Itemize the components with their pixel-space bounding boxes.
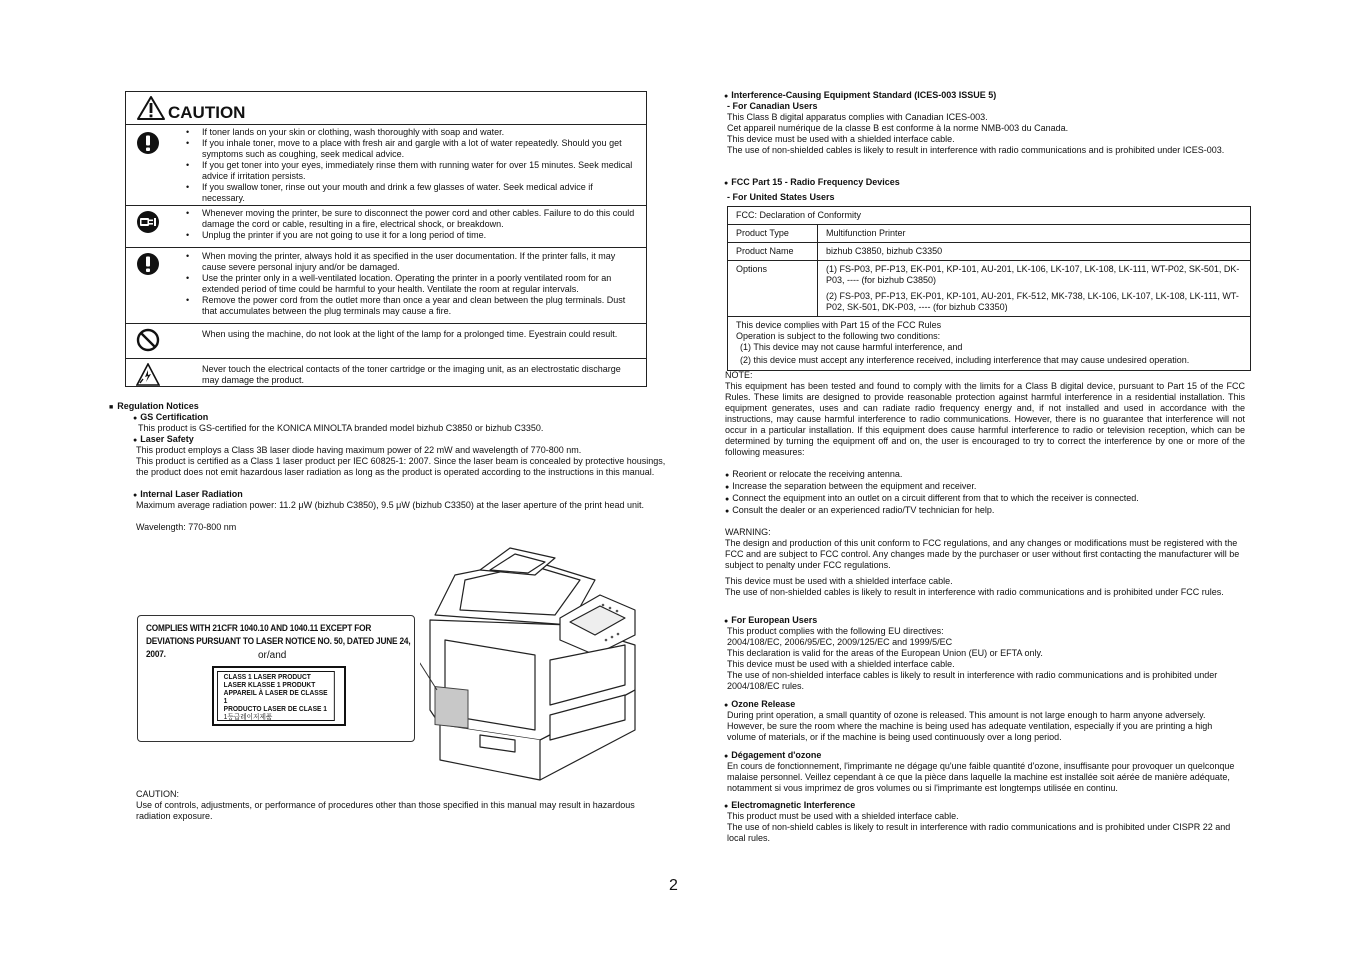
internal-text: Maximum average radiation power: 11.2 μW (bizhub C3850), 9.5 μW (bizhub C3350) at the laser aperture of the print head unit. xyxy=(136,500,644,510)
class1-label-text xyxy=(217,671,335,721)
caution-item: • If toner lands on your skin or clothing, wash thoroughly with soap and water. xyxy=(202,127,646,138)
fcc-declaration-table xyxy=(727,206,1251,371)
table-cell: Product Name xyxy=(728,243,818,261)
printer-illustration xyxy=(420,540,670,790)
class1-laser-label xyxy=(212,666,346,726)
list-item: ● Increase the separation between the equipment and receiver. xyxy=(725,481,1245,493)
warning-line: The use of non-shielded cables is likely to result in interference with radio communications and is prohibited under FCC rules. xyxy=(725,587,1224,597)
degagement-text: En cours de fonctionnement, l'imprimante ne dégage qu'une faible quantité d'ozone, insuffisante pour provoquer un quelconque malaise personnel. Veillez cependant à ce que la pièce dans laquelle la machine est installée soit aérée de manière adéquate, notamment si vous imprimez de gros volumes ou si l'imprimante est longtemps utilisée en continu. xyxy=(727,761,1235,793)
caution-item: • Unplug the printer if you are not going to use it for a long period of time. xyxy=(202,230,646,241)
exclamation-icon xyxy=(136,252,160,276)
page-number: 2 xyxy=(669,877,678,894)
laser-text: This product employs a Class 3B laser diode having maximum power of 22 mW and wavelength of 770-800 nm. xyxy=(136,445,582,455)
caution-item: • When moving the printer, always hold it as specified in the user documentation. If the printer falls, it may cause severe personal injury and/or be damaged. xyxy=(202,251,646,273)
eu-text xyxy=(727,626,1237,692)
caution-note-title: CAUTION: xyxy=(136,789,180,799)
class-line: PRODUCTO LASER DE CLASE 1 xyxy=(223,706,327,713)
electrostatic-icon xyxy=(136,363,160,387)
regulation-heading: ■ Regulation Notices xyxy=(109,401,199,413)
eu-line: This device must be used with a shielded interface cable. xyxy=(727,659,955,669)
caution-title: CAUTION xyxy=(168,103,246,122)
class-line: 1등급레이저제품 xyxy=(223,714,273,721)
comply-text: (2) this device must accept any interference received, including interference that may cause undesired operation. xyxy=(740,355,1190,365)
gs-text: This product is GS-certified for the KONICA MINOLTA branded model bizhub C3850 or bizhub C3350. xyxy=(138,423,544,433)
table-cell xyxy=(818,261,1251,317)
gs-heading: ● GS Certification xyxy=(133,412,208,424)
caution-header xyxy=(126,92,646,125)
comply-line: COMPLIES WITH 21CFR 1040.10 AND 1040.11 EXCEPT FOR xyxy=(146,623,372,633)
caution-row-toner xyxy=(126,125,646,206)
class-line: LASER KLASSE 1 PRODUKT xyxy=(223,682,316,689)
warning-title: WARNING: xyxy=(725,527,771,537)
caution-note-text: Use of controls, adjustments, or performance of procedures other than those specified in this manual may result in hazardous radiation exposure. xyxy=(136,800,635,821)
comply-line: DEVIATIONS PURSUANT TO LASER NOTICE NO. 50, DATED JUNE 24, 2007. xyxy=(146,636,411,659)
caution-row-handling xyxy=(126,248,646,324)
eu-line: 2004/108/EC, 2006/95/EC, 2009/125/EC and 1999/5/EC xyxy=(727,637,953,647)
caution-list xyxy=(126,125,646,204)
caution-item: • If you inhale toner, move to a place with fresh air and gargle with a lot of water repeatedly. Should you get symptoms such as coughing, seek medical advice. xyxy=(202,138,646,160)
caution-item: • If you swallow toner, rinse out your mouth and drink a few glasses of water. Seek medical advice if necessary. xyxy=(202,182,646,204)
orand-text: or/and xyxy=(258,650,287,661)
list-item: ● Consult the dealer or an experienced radio/TV technician for help. xyxy=(725,505,1245,517)
note-text: This equipment has been tested and found to comply with the limits for a Class B digital device, pursuant to Part 15 of the FCC Rules. These limits are designed to provide reasonable protection against harmful interference in a residential installation. This equipment generates, uses and can radiate radio frequency energy and, if not installed and used in accordance with the instructions, may cause harmful interference to radio communications. However, there is no guarantee that interference will not occur in a particular installation. If this equipment does cause harmful interference to radio or television reception, which can be determined by turning the equipment off and on, the user is encouraged to try to correct the interference by one or more of the following measures: xyxy=(725,381,1245,457)
comply-text: This device complies with Part 15 of the FCC Rules xyxy=(736,320,942,330)
ices-sub: - For Canadian Users xyxy=(727,101,818,111)
note-measures xyxy=(725,469,1245,517)
caution-list xyxy=(126,206,646,241)
eu-line: This declaration is valid for the areas of the European Union (EU) or EFTA only. xyxy=(727,648,1043,658)
caution-item: • Remove the power cord from the outlet more than once a year and clean between the plug terminals. Dust that accumulates between the plug terminals may cause a fire. xyxy=(202,295,646,317)
caution-row-lamp xyxy=(126,324,646,359)
eu-line: The use of non-shielded interface cables is likely to result in interference with radio communications and is prohibited under 2004/108/EC rules. xyxy=(727,670,1218,691)
ices-heading: ● Interference-Causing Equipment Standard (ICES-003 ISSUE 5) xyxy=(724,90,996,102)
caution-text: Never touch the electrical contacts of the toner cartridge or the imaging unit, as an electrostatic discharge may damage the product. xyxy=(202,364,621,385)
caution-item: • If you get toner into your eyes, immediately rinse them with running water for over 15 minutes. Seek medical advice if irritation persists. xyxy=(202,160,646,182)
ices-line: Cet appareil numérique de la classe B est conforme à la norme NMB-003 du Canada. xyxy=(727,123,1069,133)
prohibited-icon xyxy=(136,328,160,352)
table-row xyxy=(728,261,1251,317)
caution-list xyxy=(126,248,646,317)
table-cell xyxy=(728,317,1251,371)
note-title: NOTE: xyxy=(725,370,753,380)
warning-text: The design and production of this unit conform to FCC regulations, and any changes or modifications must be registered with the FCC and are subject to FCC control. Any changes made by the purchaser or user without first contacting the manufacturer will be subject to penalty under FCC regulations. xyxy=(725,538,1240,570)
caution-item: • Use the printer only in a well-ventilated location. Operating the printer in a poorly ventilated room for an extended period of time could be harmful to your health. Ventilate the room at regular intervals. xyxy=(202,273,646,295)
comply-text: Operation is subject to the following two conditions: xyxy=(736,331,941,341)
caution-text: When using the machine, do not look at the light of the lamp for a prolonged time. Eyestrain could result. xyxy=(202,329,618,339)
eu-line: This product complies with the following EU directives: xyxy=(727,626,944,636)
ices-line: The use of non-shielded cables is likely to result in interference with radio communications and is prohibited under ICES-003. xyxy=(727,145,1225,155)
comply-text: (1) This device may not cause harmful interference, and xyxy=(740,342,963,352)
emi-heading: ● Electromagnetic Interference xyxy=(724,800,855,812)
warning-line: This device must be used with a shielded interface cable. xyxy=(725,576,953,586)
caution-row-moving xyxy=(126,206,646,248)
caution-row-electrostatic xyxy=(126,359,646,391)
class-line: CLASS 1 LASER PRODUCT xyxy=(223,674,311,681)
table-row xyxy=(728,317,1251,371)
caution-table xyxy=(125,91,647,387)
list-item: ● Reorient or relocate the receiving antenna. xyxy=(725,469,1245,481)
list-item: ● Connect the equipment into an outlet on a circuit different from that to which the receiver is connected. xyxy=(725,493,1245,505)
internal-heading: ● Internal Laser Radiation xyxy=(133,489,243,501)
table-row xyxy=(728,243,1251,261)
table-cell: Product Type xyxy=(728,225,818,243)
ices-text xyxy=(727,112,1253,156)
table-cell: Options xyxy=(728,261,818,317)
internal-text: Wavelength: 770-800 nm xyxy=(136,522,237,532)
warning-triangle-icon xyxy=(136,95,166,121)
table-row xyxy=(728,207,1251,225)
degagement-heading: ● Dégagement d'ozone xyxy=(724,750,821,762)
ozone-heading: ● Ozone Release xyxy=(724,699,795,711)
fcc-heading: ● FCC Part 15 - Radio Frequency Devices xyxy=(724,177,900,189)
laser-text: This product is certified as a Class 1 laser product per IEC 60825-1: 2007. Since the laser beam is concealed by protective housings, the product does not emit hazardous laser radiation as long as the product is operated according to the instructions in this manual. xyxy=(136,456,666,477)
fcc-sub: - For United States Users xyxy=(727,192,835,202)
emi-line: This product must be used with a shielded interface cable. xyxy=(727,811,959,821)
laser-heading: ● Laser Safety xyxy=(133,434,194,446)
options-text: (2) FS-P03, PF-P13, EK-P01, KP-101, AU-201, FK-512, MK-738, LK-106, LK-107, LK-108, LK-111, WT-P02, SK-501, DK-P03, ---- (for bizhub C3350) xyxy=(826,291,1239,312)
ozone-text: During print operation, a small quantity of ozone is released. This amount is not large enough to harm anyone adversely. However, be sure the room where the machine is being used has adequate ventilation, especially if you are printing a high volume of materials, or if the machine is being used continuously over a long period. xyxy=(727,710,1213,742)
caution-item: • Whenever moving the printer, be sure to disconnect the power cord and other cables. Failure to do this could damage the cord or cable, resulting in a fire, electrical shock, or breakdown. xyxy=(202,208,646,230)
class-line: APPAREIL À LASER DE CLASSE 1 xyxy=(223,690,328,705)
table-title: FCC: Declaration of Conformity xyxy=(728,207,1251,225)
ices-line: This device must be used with a shielded interface cable. xyxy=(727,134,955,144)
ices-line: This Class B digital apparatus complies with Canadian ICES-003. xyxy=(727,112,988,122)
options-text: (1) FS-P03, PF-P13, EK-P01, KP-101, AU-201, LK-106, LK-107, LK-108, LK-111, WT-P02, SK-501, DK-P03, ---- (for bizhub C3850) xyxy=(826,264,1240,285)
laser-label-box xyxy=(137,615,415,742)
eu-heading: ● For European Users xyxy=(724,615,817,627)
table-cell: bizhub C3850, bizhub C3350 xyxy=(818,243,1251,261)
table-cell: Multifunction Printer xyxy=(818,225,1251,243)
emi-line: The use of non-shield cables is likely to result in interference with radio communications and is prohibited under CISPR 22 and local rules. xyxy=(727,822,1231,843)
table-row xyxy=(728,225,1251,243)
unplug-icon xyxy=(136,210,160,234)
exclamation-icon xyxy=(136,131,160,155)
